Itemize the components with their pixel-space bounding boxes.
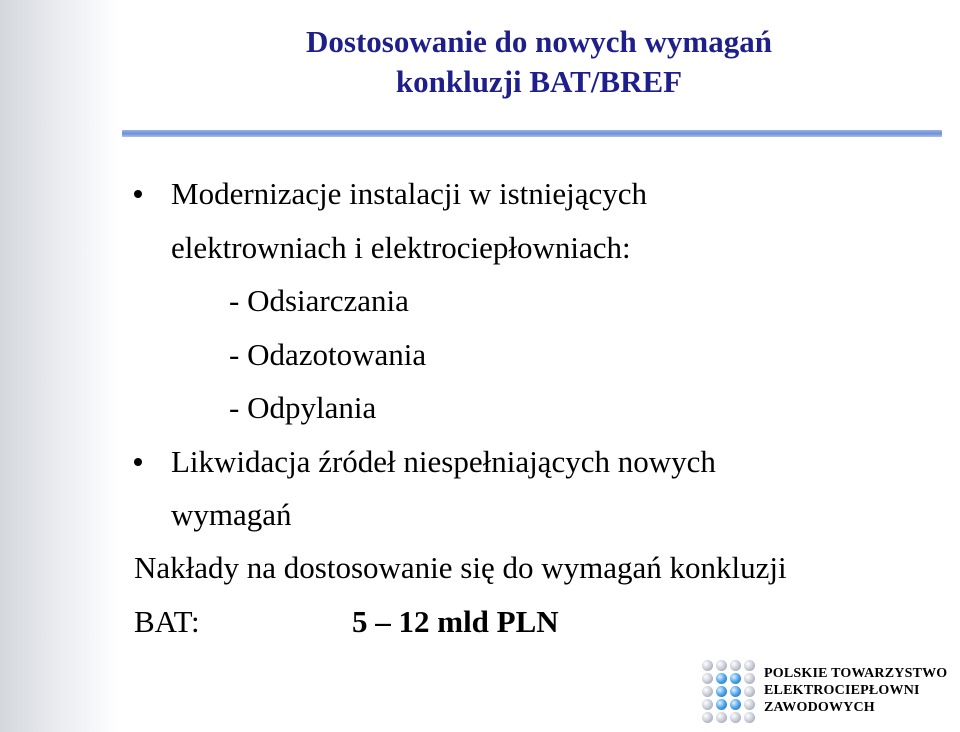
logo-line-2: ELEKTROCIEPŁOWNI: [764, 683, 920, 698]
bullet-1-line-2: elektrowniach i elektrociepłowniach:: [171, 230, 631, 265]
title-line-1: Dostosowanie do nowych wymagań: [306, 24, 772, 59]
sub-item-odpylania: - Odpylania: [229, 390, 377, 425]
bullet-1-line-1: Modernizacje instalacji w istniejących: [171, 176, 648, 211]
logo-line-3: ZAWODOWYCH: [764, 700, 875, 715]
bullet-2-line-1: Likwidacja źródeł niespełniających nowych: [171, 444, 716, 479]
bullet-dot-2: [134, 458, 142, 466]
summary-label: BAT:: [134, 604, 200, 639]
bullet-2-line-2: wymagań: [171, 497, 292, 532]
sub-item-odazotowania: - Odazotowania: [229, 337, 427, 372]
summary-line-1: Nakłady na dostosowanie się do wymagań konkluzji: [134, 550, 787, 585]
bullet-dot-1: [134, 190, 142, 198]
logo-line-1: POLSKIE TOWARZYSTWO: [764, 666, 948, 681]
title-divider: [122, 130, 942, 137]
slide-title: [118, 22, 960, 102]
title-line-2: konkluzji BAT/BREF: [395, 64, 683, 99]
sub-item-odsiarczania: - Odsiarczania: [229, 283, 409, 318]
logo-text: [764, 665, 947, 716]
summary-value: 5 – 12 mld PLN: [352, 604, 559, 639]
ptez-logo: [698, 658, 960, 724]
side-gradient-panel: [0, 0, 118, 732]
